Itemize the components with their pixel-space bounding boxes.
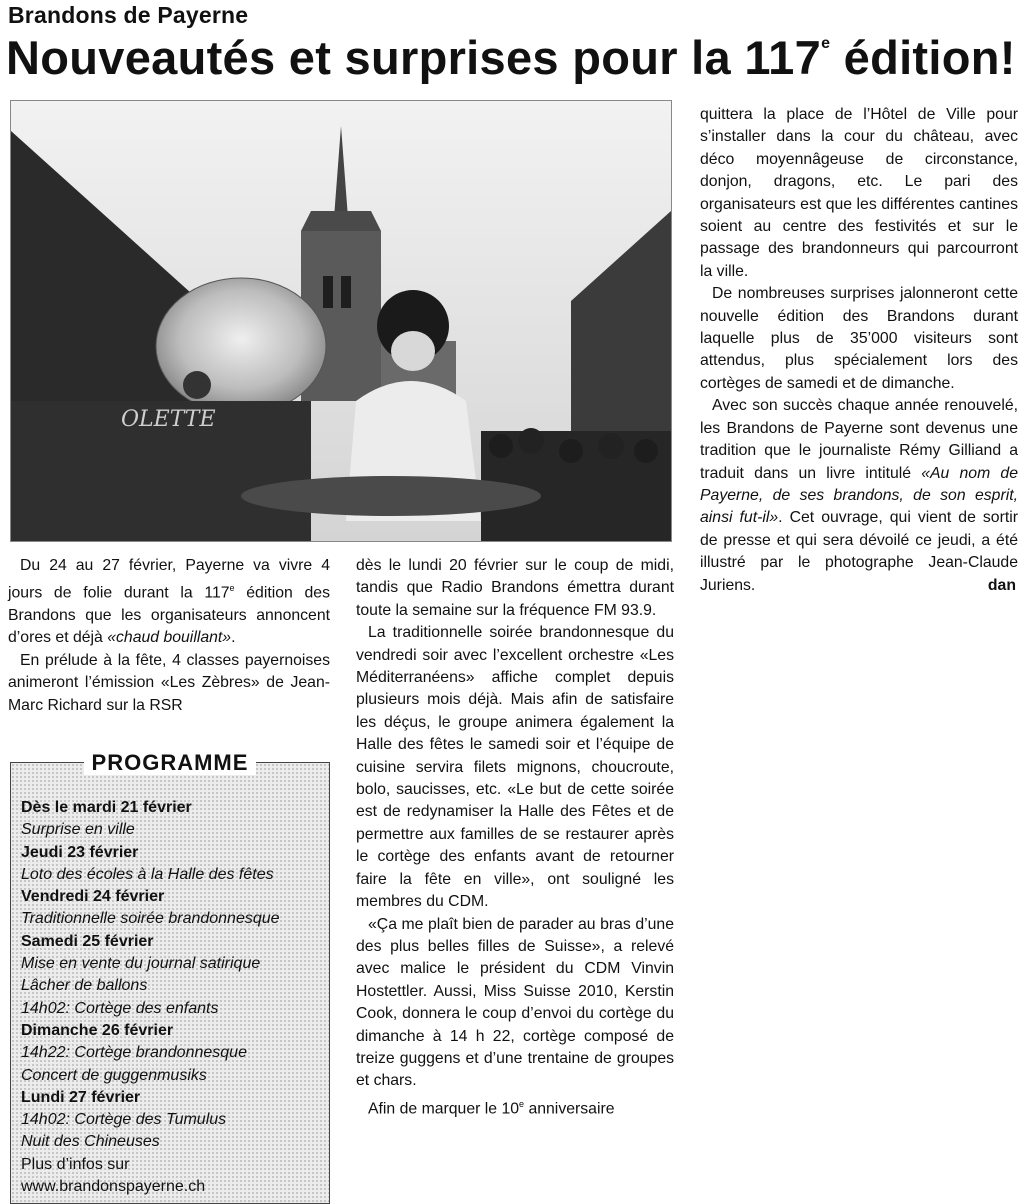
programme-website-link[interactable]: www.brandonspayerne.ch	[21, 1178, 206, 1196]
programme-event: 14h02: Cortège des enfants	[21, 999, 219, 1017]
article-column-1	[8, 555, 330, 717]
kicker: Brandons de Payerne	[8, 2, 249, 28]
programme-event: Lâcher de ballons	[21, 977, 148, 995]
programme-event: Nuit des Chineuses	[21, 1133, 160, 1151]
programme-event: 14h02: Cortège des Tumulus	[21, 1111, 227, 1129]
drummer-photo	[11, 101, 671, 541]
programme-day: Lundi 27 février	[21, 1088, 141, 1106]
programme-info: Plus d’infos sur	[21, 1155, 130, 1173]
author-byline: dan	[987, 576, 1016, 594]
article-paragraph: En prélude à la fête, 4 classes payernoises animeront l’émission «Les Zèbres» de Jean-Marc Richard sur la RSR	[8, 651, 330, 714]
programme-event: Mise en vente du journal satirique	[21, 955, 261, 973]
article-paragraph: dès le lundi 20 février sur le coup de midi, tandis que Radio Brandons émettra durant toute la semaine sur la fréquence FM 93.9.	[356, 557, 674, 619]
programme-day: Dès le mardi 21 février	[21, 799, 192, 816]
article-paragraph: Avec son succès chaque année renouvelé, les Brandons de Payerne sont devenus une tradition que le journaliste Rémy Gilliand a traduit dans un livre intitulé «Au nom de Payerne, de ses brandons, de son esprit, ainsi fut-il». Cet ouvrage, qui vient de sortir de presse et qui sera dévoilé ce jeudi, a été illustré par le photographe Jean-Claude Juriens. dan	[700, 395, 1018, 597]
programme-day: Samedi 25 février	[21, 932, 154, 950]
programme-event: Surprise en ville	[21, 821, 135, 839]
programme-title: PROGRAMME	[84, 750, 257, 775]
article-paragraph: Du 24 au 27 février, Payerne va vivre 4 jours de folie durant la 117e édition des Brandons que les organisateurs annoncent d’ores et déjà «chaud bouillant».	[8, 557, 330, 647]
programme-list	[21, 797, 321, 1198]
programme-event: Concert de guggenmusiks	[21, 1066, 207, 1084]
article-paragraph: Afin de marquer le 10e anniversaire	[368, 1098, 615, 1118]
article-photo	[10, 100, 672, 542]
article-paragraph: La traditionnelle soirée brandonnesque du vendredi soir avec l’excellent orchestre «Les Méditerranéens» affiche complet depuis plusieurs mois déjà. Mais afin de satisfaire les déçus, le groupe animera également la Halle des fêtes le samedi soir et l’équipe de cuisine servira filets mignons, choucroute, bolo, saucisses, etc. «Le but de cette soirée est de redynamiser la Halle des Fêtes et de permettre aux familles de se restaurer après le cortège des enfants avant de retourner faire la fête en ville», ont souligné les membres du CDM.	[356, 624, 674, 911]
article-column-3	[700, 104, 1018, 597]
programme-event: Traditionnelle soirée brandonnesque	[21, 910, 280, 928]
programme-day: Vendredi 24 février	[21, 888, 165, 906]
programme-day: Jeudi 23 février	[21, 843, 139, 861]
programme-box	[10, 750, 330, 1204]
svg-text:OLETTE: OLETTE	[121, 407, 216, 432]
article-column-2	[356, 555, 674, 1120]
programme-event: Loto des écoles à la Halle des fêtes	[21, 865, 274, 883]
programme-event: 14h22: Cortège brandonnesque	[21, 1044, 247, 1062]
article-paragraph: «Ça me plaît bien de parader au bras d’une des plus belles filles de Suisse», a relevé avec malice le président du CDM Vinvin Hostettler. Aussi, Miss Suisse 2010, Kerstin Cook, donnera le coup d’envoi du cortège du dimanche à 14 h 22, cortège composé de treize guggens et d’une trentaine de groupes et chars.	[356, 915, 674, 1090]
programme-day: Dimanche 26 février	[21, 1021, 174, 1039]
headline: Nouveautés et surprises pour la 117e édition!	[6, 31, 1016, 84]
article-paragraph: De nombreuses surprises jalonneront cette nouvelle édition des Brandons durant laquelle plus de 35’000 visiteurs sont attendus, plus spécialement lors des cortèges de samedi et de dimanche.	[700, 285, 1018, 392]
article-paragraph: quittera la place de l’Hôtel de Ville pour s’installer dans la cour du château, avec déco moyennâgeuse de circonstance, donjon, dragons, etc. Le pari des organisateurs est que les différentes cantines soient au centre des festivités et sur le passage des brandonneurs qui parcourront la ville.	[700, 106, 1018, 280]
